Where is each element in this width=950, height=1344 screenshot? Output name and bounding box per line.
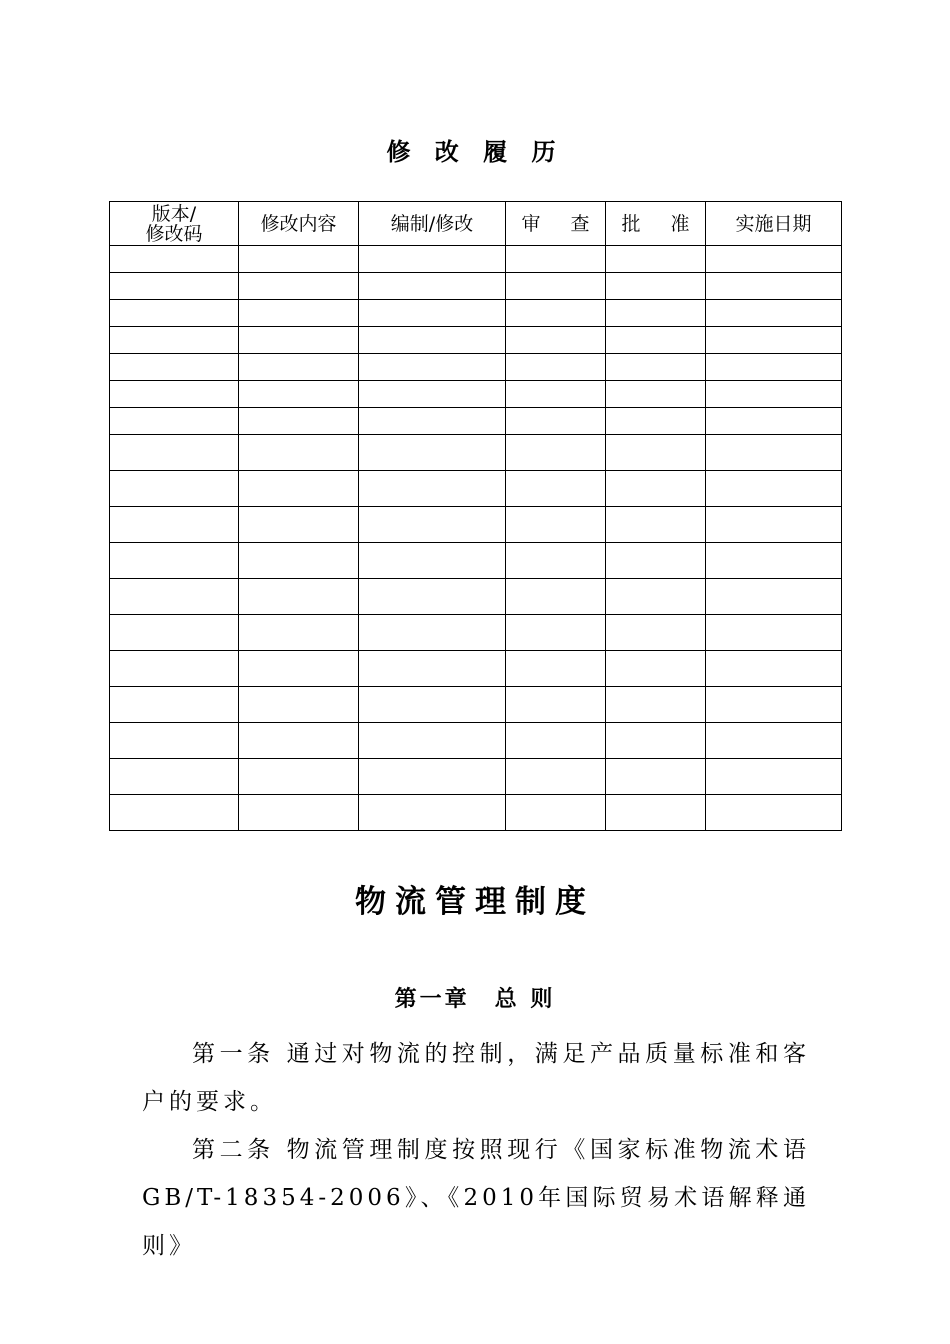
table-cell bbox=[706, 615, 842, 651]
table-cell bbox=[359, 381, 506, 408]
table-cell bbox=[359, 435, 506, 471]
table-cell bbox=[706, 651, 842, 687]
table-cell bbox=[359, 759, 506, 795]
table-cell bbox=[506, 615, 606, 651]
paragraph: 第二条 物流管理制度按照现行《国家标准物流术语GB/T-18354-2006》、《2010年国际贸易术语解释通则》 bbox=[142, 1137, 810, 1259]
table-cell bbox=[110, 435, 239, 471]
table-cell bbox=[110, 579, 239, 615]
table-cell bbox=[359, 651, 506, 687]
column-header-approve: 批 准 bbox=[606, 202, 706, 246]
table-cell bbox=[606, 471, 706, 507]
table-cell bbox=[606, 354, 706, 381]
table-cell bbox=[506, 327, 606, 354]
table-row bbox=[110, 579, 842, 615]
table-cell bbox=[706, 300, 842, 327]
table-cell bbox=[506, 435, 606, 471]
table-cell bbox=[359, 795, 506, 831]
table-cell bbox=[606, 435, 706, 471]
table-cell bbox=[706, 435, 842, 471]
table-cell bbox=[506, 543, 606, 579]
table-cell bbox=[239, 300, 359, 327]
table-cell bbox=[359, 354, 506, 381]
table-cell bbox=[606, 651, 706, 687]
table-row bbox=[110, 471, 842, 507]
table-cell bbox=[110, 759, 239, 795]
table-cell bbox=[506, 273, 606, 300]
table-cell bbox=[359, 471, 506, 507]
table-cell bbox=[239, 507, 359, 543]
column-header-content: 修改内容 bbox=[239, 202, 359, 246]
table-cell bbox=[110, 408, 239, 435]
table-cell bbox=[359, 687, 506, 723]
table-cell bbox=[706, 507, 842, 543]
table-row bbox=[110, 381, 842, 408]
table-cell bbox=[706, 471, 842, 507]
table-cell bbox=[359, 507, 506, 543]
table-cell bbox=[359, 327, 506, 354]
table-cell bbox=[506, 507, 606, 543]
table-cell bbox=[706, 273, 842, 300]
table-cell bbox=[706, 759, 842, 795]
table-cell bbox=[606, 723, 706, 759]
table-cell bbox=[606, 381, 706, 408]
table-cell bbox=[506, 471, 606, 507]
table-cell bbox=[359, 408, 506, 435]
table-cell bbox=[239, 408, 359, 435]
table-cell bbox=[506, 723, 606, 759]
table-cell bbox=[706, 543, 842, 579]
table-cell bbox=[359, 723, 506, 759]
table-cell bbox=[606, 615, 706, 651]
table-cell bbox=[239, 381, 359, 408]
table-cell bbox=[110, 381, 239, 408]
table-row bbox=[110, 354, 842, 381]
table-cell bbox=[110, 507, 239, 543]
table-cell bbox=[359, 300, 506, 327]
revision-history-table bbox=[109, 201, 842, 831]
table-cell bbox=[110, 273, 239, 300]
table-cell bbox=[606, 579, 706, 615]
table-row bbox=[110, 651, 842, 687]
table-row bbox=[110, 615, 842, 651]
table-cell bbox=[606, 327, 706, 354]
table-cell bbox=[706, 687, 842, 723]
table-cell bbox=[706, 723, 842, 759]
table-cell bbox=[239, 471, 359, 507]
table-cell bbox=[359, 579, 506, 615]
table-cell bbox=[239, 579, 359, 615]
table-cell bbox=[506, 381, 606, 408]
table-row bbox=[110, 687, 842, 723]
paragraph: 第一条 通过对物流的控制，满足产品质量标准和客户的要求。 bbox=[142, 1041, 810, 1115]
table-cell bbox=[606, 300, 706, 327]
table-cell bbox=[110, 651, 239, 687]
column-header-date: 实施日期 bbox=[706, 202, 842, 246]
table-cell bbox=[506, 579, 606, 615]
table-cell bbox=[606, 687, 706, 723]
table-row bbox=[110, 300, 842, 327]
table-cell bbox=[606, 795, 706, 831]
table-cell bbox=[239, 246, 359, 273]
table-cell bbox=[110, 300, 239, 327]
table-cell bbox=[706, 795, 842, 831]
table-cell bbox=[359, 246, 506, 273]
table-cell bbox=[506, 759, 606, 795]
column-header-author: 编制/修改 bbox=[359, 202, 506, 246]
table-cell bbox=[706, 579, 842, 615]
document-title: 物流管理制度 bbox=[355, 884, 595, 920]
table-cell bbox=[506, 687, 606, 723]
table-cell bbox=[506, 246, 606, 273]
table-cell bbox=[110, 723, 239, 759]
table-row bbox=[110, 246, 842, 273]
table-cell bbox=[706, 408, 842, 435]
table-row bbox=[110, 759, 842, 795]
table-cell bbox=[110, 471, 239, 507]
table-cell bbox=[359, 615, 506, 651]
table-cell bbox=[506, 795, 606, 831]
table-cell bbox=[239, 327, 359, 354]
table-cell bbox=[506, 408, 606, 435]
revision-history-title: 修 改 履 历 bbox=[386, 138, 564, 166]
table-cell bbox=[706, 246, 842, 273]
table-row bbox=[110, 408, 842, 435]
table-cell bbox=[110, 687, 239, 723]
table-row bbox=[110, 543, 842, 579]
column-header-line: 修改码 bbox=[145, 222, 203, 245]
table-cell bbox=[359, 543, 506, 579]
table-row bbox=[110, 327, 842, 354]
table-cell bbox=[239, 543, 359, 579]
table-cell bbox=[239, 687, 359, 723]
body-text bbox=[142, 1030, 810, 1270]
table-cell bbox=[239, 615, 359, 651]
table-cell bbox=[506, 354, 606, 381]
table-cell bbox=[239, 435, 359, 471]
table-cell bbox=[606, 759, 706, 795]
table-cell bbox=[239, 273, 359, 300]
table-row bbox=[110, 507, 842, 543]
table-cell bbox=[110, 543, 239, 579]
table-header-row bbox=[110, 202, 842, 246]
table-row bbox=[110, 723, 842, 759]
table-cell bbox=[239, 795, 359, 831]
table-cell bbox=[359, 273, 506, 300]
column-header-review: 审 查 bbox=[506, 202, 606, 246]
table-cell bbox=[606, 273, 706, 300]
table-cell bbox=[110, 354, 239, 381]
table-cell bbox=[239, 759, 359, 795]
table-cell bbox=[506, 651, 606, 687]
table-cell bbox=[606, 246, 706, 273]
table-cell bbox=[506, 300, 606, 327]
table-cell bbox=[110, 795, 239, 831]
table-cell bbox=[606, 543, 706, 579]
table-cell bbox=[110, 246, 239, 273]
table-cell bbox=[110, 327, 239, 354]
table-cell bbox=[239, 723, 359, 759]
column-header-line: 版本/ bbox=[151, 202, 197, 225]
table-cell bbox=[706, 327, 842, 354]
table-row bbox=[110, 435, 842, 471]
column-header-version bbox=[110, 202, 239, 246]
table-row bbox=[110, 795, 842, 831]
table-cell bbox=[606, 408, 706, 435]
table-cell bbox=[110, 615, 239, 651]
table-cell bbox=[239, 651, 359, 687]
table-cell bbox=[239, 354, 359, 381]
table-row bbox=[110, 273, 842, 300]
table-cell bbox=[606, 507, 706, 543]
chapter-title: 第一章 总 则 bbox=[394, 987, 556, 1012]
table-cell bbox=[706, 381, 842, 408]
table-cell bbox=[706, 354, 842, 381]
